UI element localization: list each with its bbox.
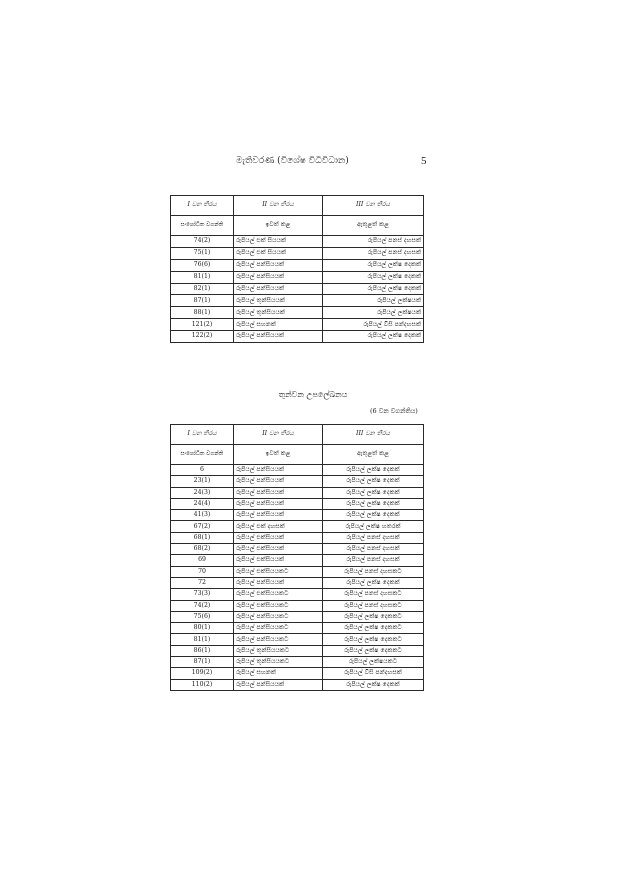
section-cell: 86(1) [171,645,234,656]
table-row [171,679,424,690]
page-title: මැතිවරණ (විශේෂ විධිවිධාන) [236,156,349,166]
table-row [171,236,424,248]
removed-amount-cell: රුපියල් පන්සියයක් [234,271,323,283]
inserted-amount-cell: රුපියල් පනස් දහසක් [323,544,424,555]
column-subheader: ඇතුළත් කළ [323,445,424,465]
table-row [171,510,424,521]
inserted-amount-cell: රුපියල් පනස් දහසක් [323,555,424,566]
inserted-amount-cell: රුපියල් ලක්ෂ දෙකක් [323,487,424,498]
section-cell: 23(1) [171,476,234,487]
column-subheader: ඇතුළත් කළ [323,216,424,236]
inserted-amount-cell: රුපියල් ලක්ෂ හතරක් [323,521,424,532]
section-cell: 87(1) [171,657,234,668]
table-row [171,566,424,577]
section-cell: 122(2) [171,331,234,343]
table-row [171,600,424,611]
section-cell: 69 [171,555,234,566]
section-cell: 6 [171,465,234,476]
inserted-amount-cell: රුපියල් ලක්ෂයක් [323,307,424,319]
inserted-amount-cell: රුපියල් පනස් දහසක් [323,236,424,248]
amendment-table-1 [170,195,424,343]
removed-amount-cell: රුපියල් එක්සියයකට [234,600,323,611]
removed-amount-cell: රුපියල් එක්සියයක් [234,555,323,566]
table-row [171,259,424,271]
table-row [171,634,424,645]
inserted-amount-cell: රුපියල් විසි පන්දහසක් [323,319,424,331]
inserted-amount-cell: රුපියල් ලක්ෂයකට [323,657,424,668]
section-cell: 88(1) [171,307,234,319]
section-cell: 82(1) [171,283,234,295]
inserted-amount-cell: රුපියල් පනස් දහසකට [323,600,424,611]
section-cell: 76(6) [171,259,234,271]
table-row [171,476,424,487]
removed-amount-cell: රුපියල් එක්සියයක් [234,544,323,555]
removed-amount-cell: රුපියල් එක් සියයක් [234,236,323,248]
table-row [171,668,424,679]
table-row [171,247,424,259]
inserted-amount-cell: රුපියල් ලක්ෂ දෙකක් [323,577,424,588]
table-header-row [171,425,424,445]
table-row [171,577,424,588]
table-row [171,657,424,668]
table-subheader-row [171,445,424,465]
section-cell: 109(2) [171,668,234,679]
table-row [171,611,424,622]
inserted-amount-cell: රුපියල් ලක්ෂ දෙකකට [323,623,424,634]
removed-amount-cell: රුපියල් සහනක් [234,319,323,331]
section-note: (6 වන වගන්තිය) [370,407,418,415]
inserted-amount-cell: රුපියල් ලක්ෂ දෙකක් [323,331,424,343]
section-cell: 68(2) [171,544,234,555]
inserted-amount-cell: රුපියල් විසි පන්දහසක් [323,668,424,679]
inserted-amount-cell: රුපියල් ලක්ෂ දෙකකට [323,645,424,656]
inserted-amount-cell: රුපියල් ලක්ෂ දෙකක් [323,283,424,295]
table-row [171,307,424,319]
page-number: 5 [421,155,427,167]
removed-amount-cell: රුපියල් පන්සියයක් [234,487,323,498]
amendment-table-2 [170,424,424,691]
column-header: II වන තීරය [234,425,323,445]
removed-amount-cell: රුපියල් පන්සියයක් [234,510,323,521]
section-cell: 121(2) [171,319,234,331]
table-row [171,295,424,307]
removed-amount-cell: රුපියල් පන්සියයකට [234,611,323,622]
section-cell: 87(1) [171,295,234,307]
section-cell: 75(6) [171,611,234,622]
inserted-amount-cell: රුපියල් ලක්ෂයක් [323,295,424,307]
section-cell: 24(3) [171,487,234,498]
section-cell: 73(3) [171,589,234,600]
column-header: III වන තීරය [323,425,424,445]
table-row [171,589,424,600]
column-subheader: ඉවත් කළ [234,216,323,236]
table-row [171,498,424,509]
table-header-row [171,196,424,216]
removed-amount-cell: රුපියල් පන්සියයක් [234,283,323,295]
removed-amount-cell: රුපියල් පන්සියයක් [234,259,323,271]
inserted-amount-cell: රුපියල් ලක්ෂ දෙකක් [323,476,424,487]
column-header: II වන තීරය [234,196,323,216]
removed-amount-cell: රුපියල් එක්සියයකට [234,566,323,577]
table-row [171,645,424,656]
section-cell: 70 [171,566,234,577]
removed-amount-cell: රුපියල් සහනක් [234,668,323,679]
section-cell: 80(1) [171,623,234,634]
table-row [171,283,424,295]
inserted-amount-cell: රුපියල් ලක්ෂ දෙකක් [323,465,424,476]
section-cell: 75(1) [171,247,234,259]
inserted-amount-cell: රුපියල් පනස් දහසකට [323,566,424,577]
removed-amount-cell: රුපියල් පන්සියයකට [234,623,323,634]
table-row [171,555,424,566]
table-row [171,487,424,498]
section-cell: 41(3) [171,510,234,521]
column-subheader: සංශෝධිත වගන්ති [171,445,234,465]
table-row [171,532,424,543]
section-cell: 110(2) [171,679,234,690]
inserted-amount-cell: රුපියල් ලක්ෂ දෙකකට [323,611,424,622]
removed-amount-cell: රුපියල් තුන්සියයක් [234,307,323,319]
removed-amount-cell: රුපියල් එක් දහසක් [234,521,323,532]
table-row [171,319,424,331]
section-cell: 72 [171,577,234,588]
removed-amount-cell: රුපියල් පන්සියයක් [234,679,323,690]
inserted-amount-cell: රුපියල් පනස් දහසකට [323,589,424,600]
inserted-amount-cell: රුපියල් ලක්ෂ දෙකක් [323,271,424,283]
inserted-amount-cell: රුපියල් ලක්ෂ දෙකක් [323,259,424,271]
table-row [171,521,424,532]
table-row [171,331,424,343]
column-header: I වන තීරය [171,196,234,216]
table-subheader-row [171,216,424,236]
removed-amount-cell: රුපියල් තුන්සියයකට [234,657,323,668]
removed-amount-cell: රුපියල් පන්සියයකට [234,634,323,645]
inserted-amount-cell: රුපියල් ලක්ෂ දෙකකට [323,634,424,645]
column-subheader: ඉවත් කළ [234,445,323,465]
removed-amount-cell: රුපියල් පන්සියයක් [234,331,323,343]
removed-amount-cell: රුපියල් පන්සියයක් [234,498,323,509]
column-subheader: සංශෝධිත වගන්ති [171,216,234,236]
section-cell: 67(2) [171,521,234,532]
column-header: III වන තීරය [323,196,424,216]
column-header: I වන තීරය [171,425,234,445]
removed-amount-cell: රුපියල් එක්සියයක් [234,532,323,543]
removed-amount-cell: රුපියල් එක් සියයක් [234,247,323,259]
removed-amount-cell: රුපියල් පන්සියයක් [234,577,323,588]
section-cell: 24(4) [171,498,234,509]
inserted-amount-cell: රුපියල් ලක්ෂ දෙකක් [323,510,424,521]
section-cell: 68(1) [171,532,234,543]
inserted-amount-cell: රුපියල් පනස් දහසක් [323,532,424,543]
section-cell: 81(1) [171,271,234,283]
inserted-amount-cell: රුපියල් ලක්ෂ දෙකක් [323,498,424,509]
table-row [171,623,424,634]
removed-amount-cell: රුපියල් තුන්සියයක් [234,295,323,307]
table-row [171,544,424,555]
section-cell: 74(2) [171,600,234,611]
removed-amount-cell: රුපියල් පන්සියයක් [234,476,323,487]
section-cell: 74(2) [171,236,234,248]
removed-amount-cell: රුපියල් තුන්සියයකට [234,645,323,656]
table-row [171,271,424,283]
inserted-amount-cell: රුපියල් ලක්ෂ දෙකක් [323,679,424,690]
removed-amount-cell: රුපියල් පන්සියයක් [234,465,323,476]
table-row [171,465,424,476]
section-cell: 81(1) [171,634,234,645]
section-title: තුන්වන උපලේඛනය [278,390,348,399]
inserted-amount-cell: රුපියල් පනස් දහසක් [323,247,424,259]
removed-amount-cell: රුපියල් එක්සියයකට [234,589,323,600]
